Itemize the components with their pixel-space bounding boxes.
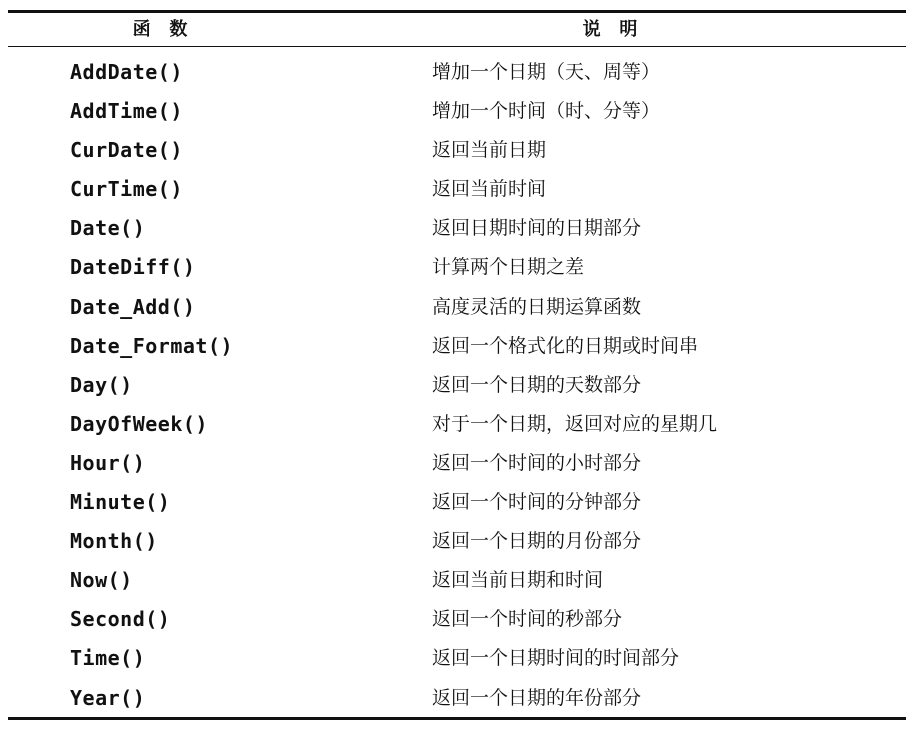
table-row (0, 366, 914, 405)
function-description: 返回一个日期的年份部分 (432, 686, 642, 709)
table-row (0, 444, 914, 483)
function-name: Minute() (70, 490, 171, 515)
table-row (0, 327, 914, 366)
table-row (0, 131, 914, 170)
function-name: DayOfWeek() (70, 411, 208, 436)
function-description: 返回一个日期的天数部分 (432, 373, 642, 396)
function-description: 返回一个时间的秒部分 (432, 608, 623, 631)
function-description: 返回当前时间 (432, 178, 547, 201)
function-name: Now() (70, 568, 133, 593)
header-description: 说 明 (582, 19, 638, 40)
function-description: 增加一个时间（时、分等） (432, 100, 661, 123)
table-row (0, 170, 914, 209)
table-body (0, 53, 914, 718)
table-row (0, 92, 914, 131)
function-name: Year() (70, 685, 146, 710)
table-row (0, 679, 914, 718)
table-row (0, 561, 914, 600)
table-row (0, 209, 914, 248)
function-name: Date_Add() (70, 294, 196, 319)
function-name: AddTime() (70, 99, 183, 124)
table-top-rule (8, 10, 906, 13)
function-name: DateDiff() (70, 255, 196, 280)
function-description: 返回一个时间的小时部分 (432, 451, 642, 474)
function-description: 计算两个日期之差 (432, 256, 585, 279)
function-name: Second() (70, 607, 171, 632)
table-row (0, 53, 914, 92)
header-function: 函 数 (132, 19, 188, 40)
table-row (0, 248, 914, 287)
table-row (0, 522, 914, 561)
function-name: CurTime() (70, 177, 183, 202)
table-row (0, 405, 914, 444)
function-name: Date_Format() (70, 333, 234, 358)
function-description: 返回一个日期的月份部分 (432, 530, 642, 553)
table-header-rule (8, 46, 906, 47)
table-row (0, 483, 914, 522)
function-name: CurDate() (70, 138, 183, 163)
function-name: AddDate() (70, 60, 183, 84)
function-name: Hour() (70, 450, 146, 475)
function-description: 返回一个日期时间的时间部分 (432, 647, 680, 670)
function-description: 高度灵活的日期运算函数 (432, 295, 642, 318)
function-description: 返回一个格式化的日期或时间串 (432, 334, 699, 357)
function-name: Date() (70, 216, 146, 241)
table-row (0, 639, 914, 678)
table-row (0, 288, 914, 327)
function-description: 返回当前日期 (432, 139, 547, 162)
function-description: 返回日期时间的日期部分 (432, 217, 642, 240)
function-description: 返回一个时间的分钟部分 (432, 491, 642, 514)
table-bottom-rule (8, 717, 906, 720)
function-name: Month() (70, 529, 158, 554)
function-name: Day() (70, 372, 133, 397)
function-description: 返回当前日期和时间 (432, 569, 604, 592)
function-description: 增加一个日期（天、周等） (432, 61, 661, 83)
function-description: 对于一个日期，返回对应的星期几 (432, 412, 718, 435)
function-name: Time() (70, 646, 146, 671)
table-row (0, 600, 914, 639)
